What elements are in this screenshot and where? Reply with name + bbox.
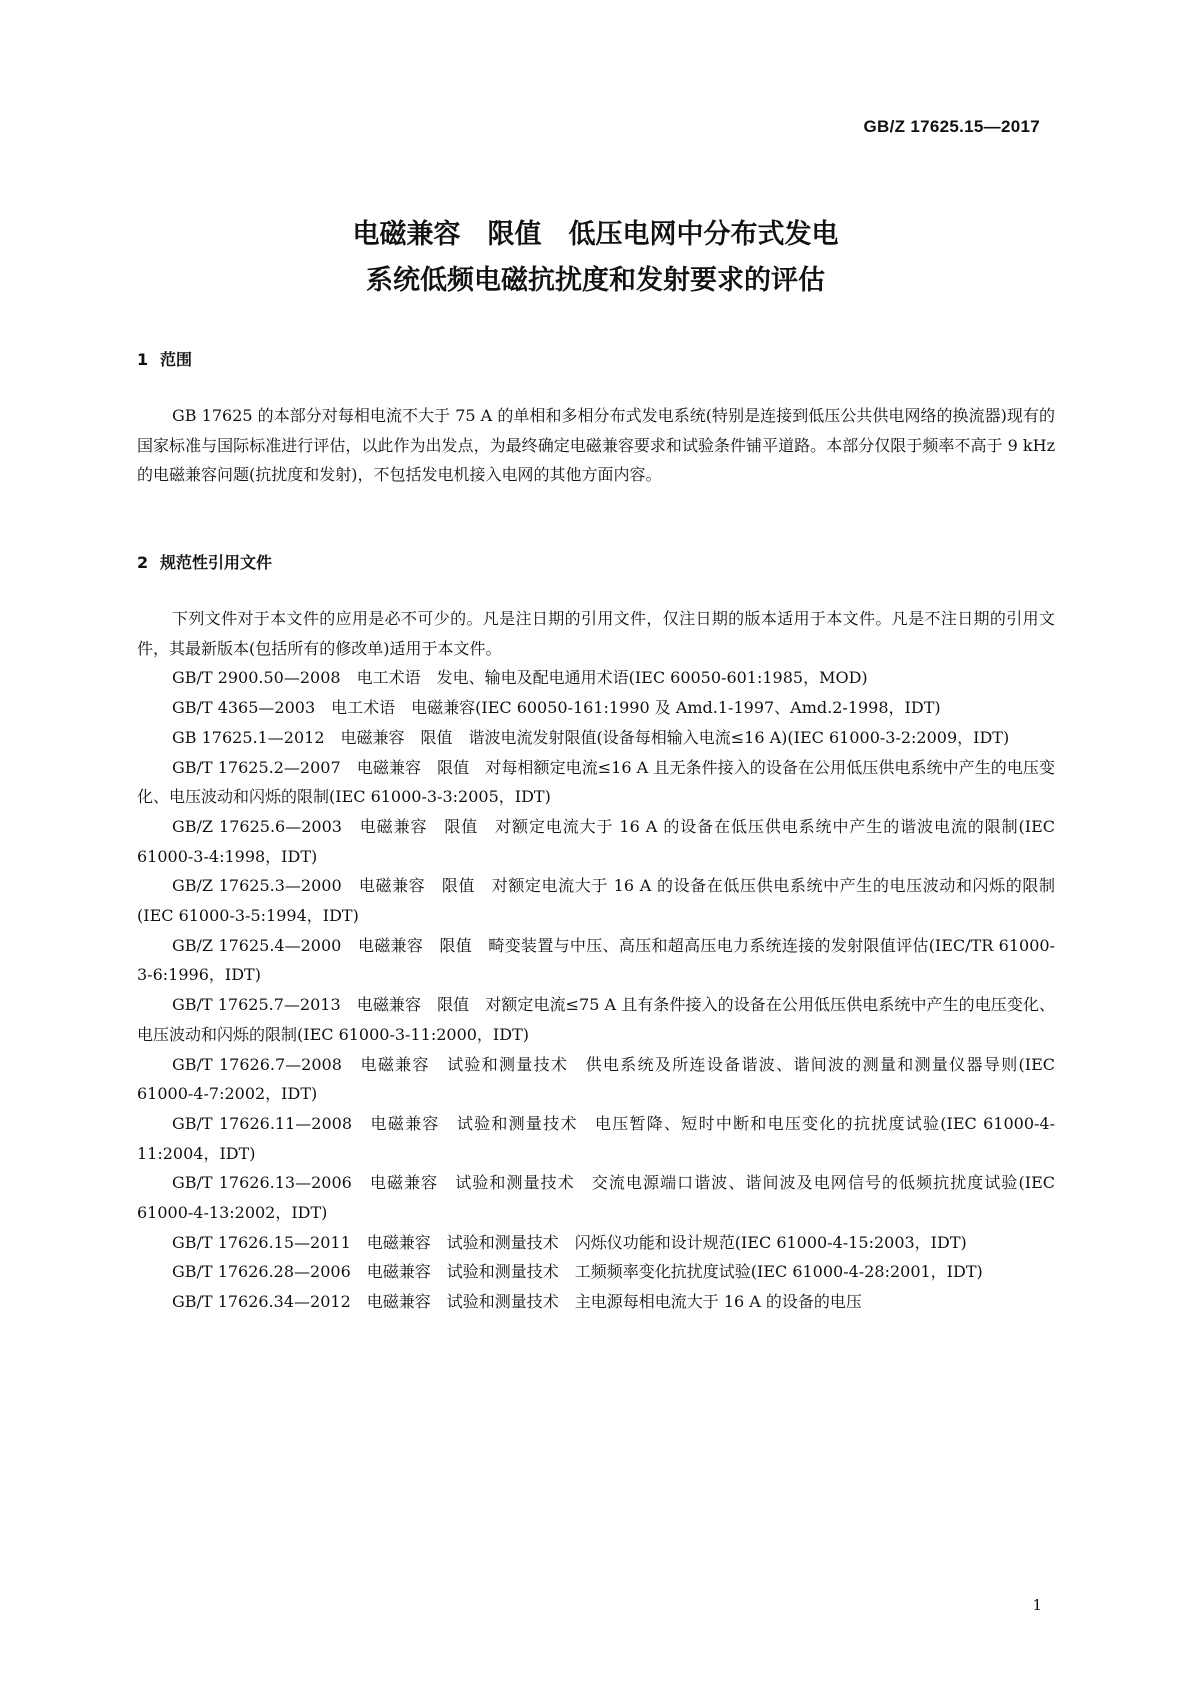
reference-item: GB/T 17626.15—2011 电磁兼容 试验和测量技术 闪烁仪功能和设计规范(IEC 61000-4-15:2003，IDT) <box>172 1232 967 1252</box>
reference-item: GB/T 17626.11—2008 电磁兼容 试验和测量技术 电压暂降、短时中断和电压变化的抗扰度试验(IEC 61000-4-11:2004，IDT) <box>137 1113 1055 1163</box>
page-number: 1 <box>1032 1596 1042 1614</box>
section-2-heading <box>137 550 272 573</box>
section-1-paragraph: GB 17625 的本部分对每相电流不大于 75 A 的单相和多相分布式发电系统(特别是连接到低压公共供电网络的换流器)现有的国家标准与国际标准进行评估，以此作为出发点，为最终确定电磁兼容要求和试验条件铺平道路。本部分仅限于频率不高于 9 kHz 的电磁兼容问题(抗扰度和发射)，不包括发电机接入电网的其他方面内容。 <box>137 406 1055 485</box>
reference-item: GB/T 17626.7—2008 电磁兼容 试验和测量技术 供电系统及所连设备谐波、谐间波的测量和测量仪器导则(IEC 61000-4-7:2002，IDT) <box>137 1054 1055 1104</box>
document-title <box>0 212 1191 304</box>
section-1-body <box>137 401 1055 490</box>
section-1-number: 1 <box>137 350 149 369</box>
section-2-number: 2 <box>137 553 149 572</box>
reference-item: GB/T 17626.13—2006 电磁兼容 试验和测量技术 交流电源端口谐波、谐间波及电网信号的低频抗扰度试验(IEC 61000-4-13:2002，IDT) <box>137 1173 1055 1223</box>
section-2-intro: 下列文件对于本文件的应用是必不可少的。凡是注日期的引用文件，仅注日期的版本适用于本文件。凡是不注日期的引用文件，其最新版本(包括所有的修改单)适用于本文件。 <box>137 609 1055 658</box>
title-line-2: 系统低频电磁抗扰度和发射要求的评估 <box>366 265 825 296</box>
reference-item: GB/T 2900.50—2008 电工术语 发电、输电及配电通用术语(IEC 60050-601:1985，MOD) <box>172 668 868 688</box>
reference-item: GB/T 17626.34—2012 电磁兼容 试验和测量技术 主电源每相电流大于 16 A 的设备的电压 <box>172 1292 862 1312</box>
reference-item: GB/Z 17625.4—2000 电磁兼容 限值 畸变装置与中压、高压和超高压电力系统连接的发射限值评估(IEC/TR 61000-3-6:1996，IDT) <box>137 935 1055 985</box>
section-2-title: 规范性引用文件 <box>160 553 273 572</box>
reference-item: GB/T 17625.2—2007 电磁兼容 限值 对每相额定电流≤16 A 且无条件接入的设备在公用低压供电系统中产生的电压变化、电压波动和闪烁的限制(IEC 61000-3-3:2005，IDT) <box>137 757 1055 807</box>
reference-item: GB/Z 17625.3—2000 电磁兼容 限值 对额定电流大于 16 A 的设备在低压供电系统中产生的电压波动和闪烁的限制 (IEC 61000-3-5:1994，IDT) <box>137 876 1055 926</box>
title-line-1: 电磁兼容 限值 低压电网中分布式发电 <box>352 219 839 250</box>
reference-item: GB/T 4365—2003 电工术语 电磁兼容(IEC 60050-161:1990 及 Amd.1-1997、Amd.2-1998，IDT) <box>172 698 941 718</box>
section-1-heading <box>137 347 192 370</box>
reference-item: GB/Z 17625.6—2003 电磁兼容 限值 对额定电流大于 16 A 的设备在低压供电系统中产生的谐波电流的限制(IEC 61000-3-4:1998，IDT) <box>137 816 1055 866</box>
reference-item: GB/T 17625.7—2013 电磁兼容 限值 对额定电流≤75 A 且有条件接入的设备在公用低压供电系统中产生的电压变化、电压波动和闪烁的限制(IEC 61000-3-11:2000，IDT) <box>137 995 1055 1044</box>
section-1-title: 范围 <box>160 350 193 369</box>
section-2-body <box>137 604 1055 1317</box>
reference-item: GB 17625.1—2012 电磁兼容 限值 谐波电流发射限值(设备每相输入电流≤16 A)(IEC 61000-3-2:2009，IDT) <box>172 727 1010 747</box>
reference-item: GB/T 17626.28—2006 电磁兼容 试验和测量技术 工频频率变化抗扰度试验(IEC 61000-4-28:2001，IDT) <box>172 1262 983 1282</box>
standard-code: GB/Z 17625.15—2017 <box>863 117 1040 136</box>
